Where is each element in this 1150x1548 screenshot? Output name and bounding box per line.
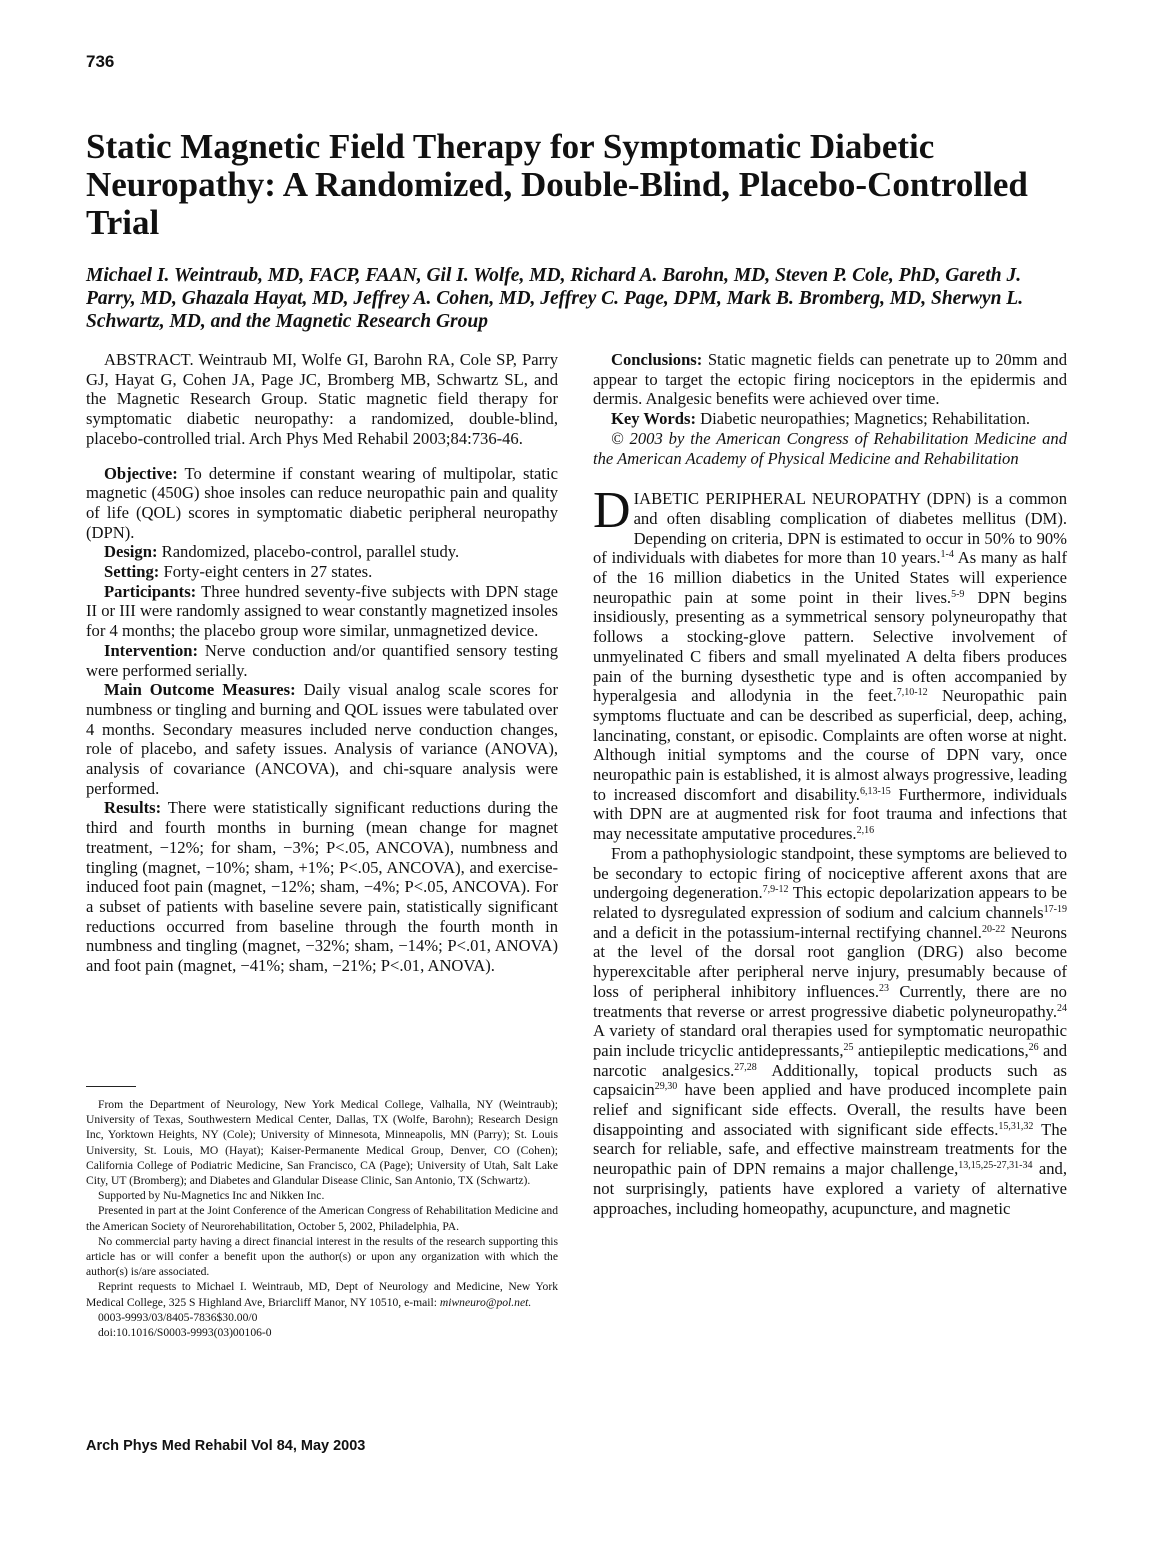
abstract-outcome: [86, 680, 558, 798]
footnote-reprint: [86, 1279, 558, 1309]
citation-ref: 24: [1057, 1002, 1067, 1014]
conclusions-label: Conclusions:: [611, 350, 703, 369]
abstract-results: [86, 798, 558, 975]
citation-ref: 7,9-12: [762, 884, 789, 896]
abstract-objective: [86, 464, 558, 543]
citation-ref: 15,31,32: [998, 1120, 1034, 1132]
p2-text-k: The search for reliable, safe, and effective mainstream treatments for the neuropathic pain of DPN remains a major challenge,: [593, 1119, 1067, 1179]
reprint-text: Reprint requests to Michael I. Weintraub, MD, Dept of Neurology and Medicine, New York Medical College, 325 S Highland Ave, Briarcliff Manor, NY 10510, e-mail:: [86, 1280, 558, 1309]
intro-paragraph-1: [593, 482, 1067, 844]
keywords-text: Diabetic neuropathies; Magnetics; Rehabilitation.: [700, 409, 1031, 429]
citation-ref: 2,16: [856, 825, 875, 837]
citation-ref: 23: [879, 982, 889, 994]
citation-ref: 6,13-15: [859, 785, 891, 797]
citation-ref: 7,10-12: [896, 687, 928, 699]
abstract-setting: [86, 562, 558, 582]
footnote-affiliations: From the Department of Neurology, New York Medical College, Valhalla, NY (Weintraub); University of Texas, Southwestern Medical Center, Dallas, TX (Wolfe, Barohn); Research Design Inc, Yorktown Heights, NY (Cole); University of Minnesota, Minneapolis, MN (Parry); St. Louis University, St. Louis, MO (Hayat); Kaiser-Permanente Medical Group, Denver, CO (Cohen); California College of Podiatric Medicine, San Francisco, CA (Page); University of Utah, Salt Lake City, UT (Bromberg); and Diabetes and Glandular Disease Clinic, San Antonio, TX (Schwartz).: [86, 1098, 558, 1188]
p2-text-i: Additionally, topical products such as capsaicin: [593, 1060, 1067, 1100]
abstract-design: [86, 542, 558, 562]
p2-text-c: and a deficit in the potassium-internal rectifying channel.: [593, 922, 982, 942]
footnote-support: Supported by Nu-Magnetics Inc and Nikken Inc.: [98, 1189, 325, 1203]
citation-ref: 29,30: [654, 1081, 678, 1093]
p1-text-a: IABETIC PERIPHERAL NEUROPATHY (DPN) is a common and often disabling complication of diabetes mellitus (DM). Depending on criteria, DPN is estimated to occur in 50% to 90% of individuals with diabetes for more than 10 years.: [593, 489, 1067, 568]
abstract-keywords: [593, 409, 1067, 429]
citation-ref: 20-22: [981, 923, 1006, 935]
p2-text-l: and, not surprisingly, patients have explored a variety of alternative approaches, including homeopathy, acupuncture, and magnetic: [593, 1159, 1067, 1218]
keywords-label: Key Words:: [611, 409, 696, 429]
drop-cap: D: [593, 482, 631, 540]
journal-footer: Arch Phys Med Rehabil Vol 84, May 2003: [86, 1438, 366, 1454]
p1-text-b: As many as half of the 16 million diabetics in the United States will experience neuropathic pain at some point in their lives.: [593, 548, 1067, 607]
citation-ref: 25: [843, 1041, 854, 1053]
intervention-label: Intervention:: [104, 640, 199, 660]
p1-text-d: Neuropathic pain symptoms fluctuate and can be described as superficial, deep, aching, lancinating, constant, or episodic. Complaints are often worse at night. Although initial symptoms and the course of DPN vary, once neuropathic pain is established, it is almost always progressive, leading to increased discomfort and disability.: [593, 686, 1067, 804]
results-label: Results:: [104, 798, 162, 818]
footnote-issn: 0003-9993/03/8405-7836$30.00/0: [98, 1310, 258, 1324]
design-label: Design:: [104, 542, 158, 562]
participants-text: Three hundred seventy-five subjects with DPN stage II or III were randomly assigned to wear constantly magnetized insoles for 4 months; the placebo group wore similar, unmagnetized device.: [86, 581, 558, 641]
body-column: [593, 350, 1067, 1218]
footnote-presented: Presented in part at the Joint Conference of the American Congress of Rehabilitation Medicine and the American Society of Neurorehabilitation, October 5, 2002, Philadelphia, PA.: [86, 1204, 558, 1233]
outcome-label: Main Outcome Measures:: [104, 680, 296, 700]
objective-text: To determine if constant wearing of multipolar, static magnetic (450G) shoe insoles can reduce neuropathic pain and quality of life (QOL) scores in symptomatic diabetic peripheral neuropathy (DPN).: [86, 463, 558, 542]
abstract-conclusions: [593, 350, 1067, 409]
footnotes: [86, 1086, 558, 1340]
p2-text-d: Neurons at the level of the dorsal root ganglion (DRG) also become hyperexcitable after peripheral nerve injury, presumably because of loss of peripheral inhibitory influences.: [593, 922, 1067, 1001]
article-title: Static Magnetic Field Therapy for Symptomatic Diabetic Neuropathy: A Randomized, Double-Blind, Placebo-Controlled Trial: [86, 127, 1028, 242]
p2-text-f: A variety of standard oral therapies used for symptomatic neuropathic pain include tricyclic antidepressants,: [593, 1021, 1067, 1060]
intervention-text: Nerve conduction and/or quantified sensory testing were performed serially.: [86, 640, 559, 680]
p2-text-j: have been applied and have produced incomplete pain relief and significant side effects. Overall, the results have been disappointing and associated with significant side effects.: [593, 1080, 1067, 1139]
outcome-text: Daily visual analog scale scores for numbness or tingling and burning and QOL issues were tabulated over 4 months. Secondary measures included nerve conduction changes, role of placebo, and safety issues. Analysis of variance (ANOVA), analysis of covariance (ANCOVA), and chi-square analysis were performed.: [86, 680, 558, 798]
participants-label: Participants:: [104, 581, 197, 601]
citation-ref: 27,28: [734, 1061, 757, 1073]
copyright-notice: © 2003 by the American Congress of Rehabilitation Medicine and the American Academy of Physical Medicine and Rehabilitation: [593, 428, 1067, 468]
abstract-column: [86, 350, 558, 976]
footnote-rule: [86, 1086, 136, 1087]
p2-text-a: From a pathophysiologic standpoint, these symptoms are believed to be secondary to ectopic firing of nociceptive afferent axons that are undergoing degeneration.: [593, 843, 1067, 903]
footnote-conflict: No commercial party having a direct financial interest in the results of the research supporting this article has or will confer a benefit upon the author(s) or upon any organization with which the author(s) is/are associated.: [86, 1234, 558, 1279]
citation-ref: 13,15,25-27,31-34: [958, 1160, 1033, 1172]
citation-ref: 1-4: [940, 549, 954, 561]
author-list: Michael I. Weintraub, MD, FACP, FAAN, Gil I. Wolfe, MD, Richard A. Barohn, MD, Steven P. Cole, PhD, Gareth J. Parry, MD, Ghazala Hayat, MD, Jeffrey A. Cohen, MD, Jeffrey C. Page, DPM, Mark B. Bromberg, MD, Sherwyn L. Schwartz, MD, and the Magnetic Research Group: [86, 265, 1024, 332]
page-number: 736: [86, 52, 115, 71]
citation-ref: 5-9: [951, 588, 965, 600]
abstract-citation: ABSTRACT. Weintraub MI, Wolfe GI, Barohn RA, Cole SP, Parry GJ, Hayat G, Cohen JA, Page JC, Bromberg MB, Schwartz SL, and the Magnetic Research Group. Static magnetic field therapy for symptomatic diabetic neuropathy: a randomized, double-blind, placebo-controlled trial. Arch Phys Med Rehabil 2003;84:736-46.: [86, 350, 558, 448]
objective-label: Objective:: [104, 463, 178, 483]
p2-text-e: Currently, there are no treatments that reverse or arrest progressive diabetic polyneuropathy.: [593, 981, 1067, 1021]
results-text: There were statistically significant reductions during the third and fourth months in burning (mean change for magnet treatment, −12%; for sham, −3%; P<.05, ANCOVA), numbness and tingling (magnet, −10%; sham, +1%; P<.05, ANCOVA), and exercise-induced foot pain (magnet, −12%; sham, −4%; P<.05, ANCOVA). For a subset of patients with baseline severe pain, statistically significant reductions occurred from baseline through the fourth month in numbness and tingling (magnet, −32%; sham, −14%; P<.01, ANOVA) and foot pain (magnet, −41%; sham, −21%; P<.01, ANOVA).: [86, 798, 558, 976]
citation-ref: 17-19: [1043, 903, 1067, 915]
abstract-participants: [86, 582, 558, 641]
p2-text-b: This ectopic depolarization appears to be related to dysregulated expression of sodium and calcium channels: [593, 883, 1067, 922]
setting-label: Setting:: [104, 562, 160, 582]
citation-ref: 26: [1028, 1041, 1039, 1053]
design-text: Randomized, placebo-control, parallel study.: [161, 542, 460, 562]
p1-text-c: DPN begins insidiously, presenting as a symmetrical sensory polyneuropathy that follows a stocking-glove pattern. Selective involvement of unmyelinated C fibers and small myelinated A delta fibers produces pain of the burning dysesthetic type and is often accompanied by hyperalgesia and allodynia in the feet.: [593, 587, 1067, 706]
footnote-doi: doi:10.1016/S0003-9993(03)00106-0: [98, 1326, 272, 1340]
p1-text-e: Furthermore, individuals with DPN are at augmented risk for foot trauma and infections that may necessitate amputative procedures.: [593, 784, 1067, 844]
p2-text-g: antiepileptic medications,: [853, 1040, 1029, 1060]
abstract-intervention: [86, 641, 558, 680]
setting-text: Forty-eight centers in 27 states.: [163, 562, 373, 582]
conclusions-text: Static magnetic fields can penetrate up to 20mm and appear to target the ectopic firing nociceptors in the epidermis and dermis. Analgesic benefits were achieved over time.: [593, 350, 1068, 409]
p2-text-h: and narcotic analgesics.: [593, 1040, 1067, 1080]
reprint-email[interactable]: miwneuro@pol.net.: [439, 1295, 532, 1309]
intro-paragraph-2: [593, 844, 1067, 1218]
